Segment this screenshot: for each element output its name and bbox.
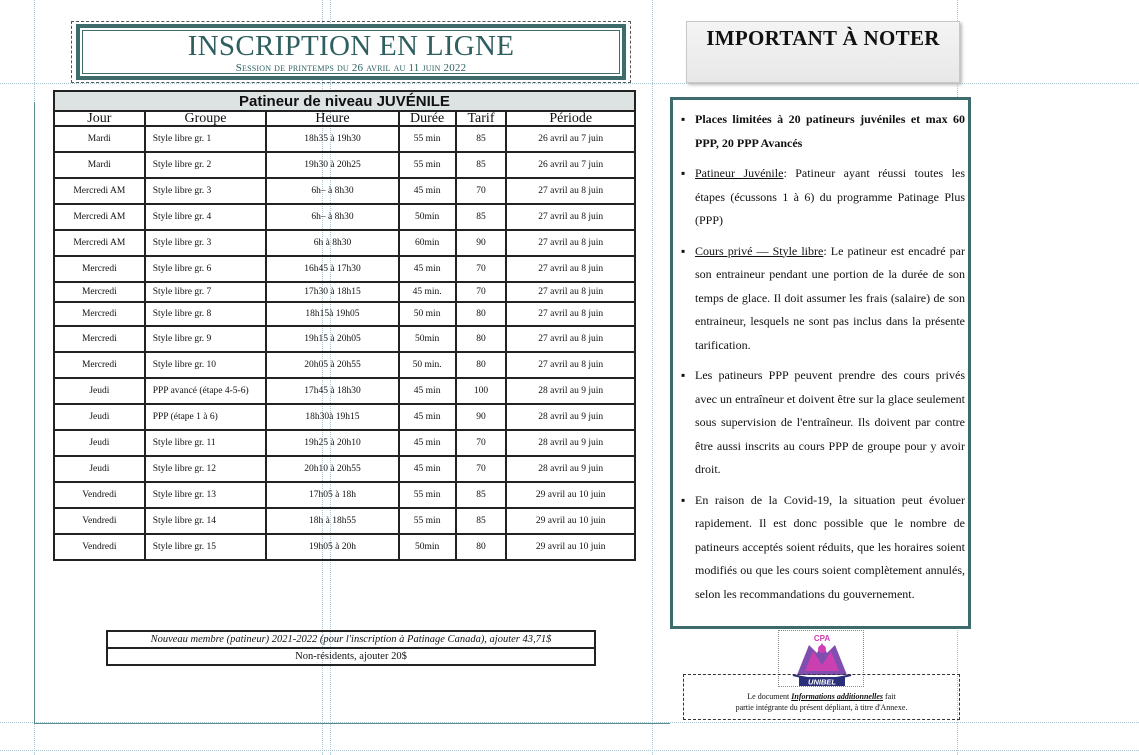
table-row (54, 508, 635, 534)
cell-period: 28 avril au 9 juin (506, 378, 635, 404)
table-row (54, 282, 635, 302)
cell-fee: 100 (456, 378, 507, 404)
important-title: IMPORTANT À NOTER (706, 26, 940, 50)
page-subtitle: Session de printemps du 26 avril au 11 juin 2022 (235, 62, 467, 74)
cell-duration: 50min (399, 326, 456, 352)
cell-day: Vendredi (54, 534, 145, 560)
table-row (54, 378, 635, 404)
guide-line (0, 750, 1139, 751)
cell-duration: 50 min (399, 302, 456, 326)
cell-period: 26 avril au 7 juin (506, 152, 635, 178)
table-row (54, 152, 635, 178)
cell-duration: 45 min. (399, 282, 456, 302)
column-header: Tarif (456, 111, 507, 126)
cell-day: Jeudi (54, 404, 145, 430)
new-member-fee: Nouveau membre (patineur) 2021-2022 (pour l'inscription à Patinage Canada), ajouter 43,71$ (107, 631, 595, 648)
cell-day: Mardi (54, 126, 145, 152)
note-item: ▪ En raison de la Covid-19, la situation peut évoluer rapidement. Il est donc possible que le nombre de patineurs acceptés soient réduits, que les horaires soient modifiés ou que les cours soient complètement annulés, selon les recommandations du gouvernement. (679, 489, 965, 607)
cell-period: 27 avril au 8 juin (506, 204, 635, 230)
column-header: Heure (266, 111, 398, 126)
cell-day: Jeudi (54, 430, 145, 456)
cell-day: Mercredi AM (54, 204, 145, 230)
title-box (76, 24, 626, 80)
cell-fee: 90 (456, 404, 507, 430)
cell-day: Mercredi AM (54, 178, 145, 204)
cell-group: PPP (étape 1 à 6) (145, 404, 267, 430)
table-row (54, 178, 635, 204)
note-item: ▪ Les patineurs PPP peuvent prendre des cours privés avec un entraîneur et doivent être sur la glace seulement sous supervision de l'entraîneur. Ils doivent par contre être aussi inscrits au cours PPP de groupe pour y avoir droit. (679, 364, 965, 482)
table-row (54, 430, 635, 456)
cell-fee: 85 (456, 482, 507, 508)
bullet-icon: ▪ (681, 243, 686, 258)
cell-fee: 80 (456, 302, 507, 326)
cell-duration: 45 min (399, 378, 456, 404)
cell-period: 27 avril au 8 juin (506, 352, 635, 378)
cell-time: 18h à 18h55 (266, 508, 398, 534)
cell-period: 29 avril au 10 juin (506, 508, 635, 534)
notes-panel (670, 97, 971, 629)
annex-footnote: Le document Informations additionnelles fait partie intégrante du présent dépliant, à titre d'Annexe. (683, 674, 960, 720)
cell-period: 26 avril au 7 juin (506, 126, 635, 152)
bullet-icon: ▪ (681, 112, 686, 126)
cell-period: 27 avril au 8 juin (506, 282, 635, 302)
guide-line (0, 83, 1139, 84)
cell-duration: 55 min (399, 152, 456, 178)
cell-group: Style libre gr. 8 (145, 302, 267, 326)
cell-period: 29 avril au 10 juin (506, 482, 635, 508)
cell-day: Mercredi (54, 256, 145, 282)
cell-duration: 50 min. (399, 352, 456, 378)
important-header (686, 21, 960, 83)
table-caption: Patineur de niveau JUVÉNILE (54, 91, 635, 111)
cell-group: Style libre gr. 12 (145, 456, 267, 482)
cell-group: Style libre gr. 13 (145, 482, 267, 508)
column-header: Jour (54, 111, 145, 126)
cell-fee: 90 (456, 230, 507, 256)
bullet-icon: ▪ (681, 368, 686, 382)
cell-group: Style libre gr. 14 (145, 508, 267, 534)
cell-group: PPP avancé (étape 4-5-6) (145, 378, 267, 404)
cell-day: Mardi (54, 152, 145, 178)
cell-group: Style libre gr. 3 (145, 178, 267, 204)
cell-day: Mercredi (54, 302, 145, 326)
cell-time: 20h05 à 20h55 (266, 352, 398, 378)
cell-day: Mercredi (54, 326, 145, 352)
note-term: Patineur Juvénile (695, 166, 784, 180)
bullet-icon: ▪ (681, 492, 686, 507)
cell-day: Mercredi (54, 282, 145, 302)
cell-group: Style libre gr. 2 (145, 152, 267, 178)
cell-fee: 70 (456, 456, 507, 482)
table-row (54, 302, 635, 326)
svg-text:UNIBEL: UNIBEL (808, 677, 836, 687)
cell-period: 28 avril au 9 juin (506, 456, 635, 482)
table-row (54, 326, 635, 352)
non-resident-fee: Non-résidents, ajouter 20$ (107, 648, 595, 665)
cell-group: Style libre gr. 3 (145, 230, 267, 256)
cell-duration: 50min (399, 204, 456, 230)
cell-day: Vendredi (54, 508, 145, 534)
cell-group: Style libre gr. 15 (145, 534, 267, 560)
cell-group: Style libre gr. 7 (145, 282, 267, 302)
cell-fee: 80 (456, 534, 507, 560)
cell-fee: 70 (456, 178, 507, 204)
cell-group: Style libre gr. 9 (145, 326, 267, 352)
cell-fee: 80 (456, 326, 507, 352)
note-term: Cours privé — Style libre (695, 243, 824, 258)
cell-day: Mercredi AM (54, 230, 145, 256)
cell-time: 6h– à 8h30 (266, 178, 398, 204)
cell-time: 20h10 à 20h55 (266, 456, 398, 482)
schedule-table (53, 90, 636, 561)
cell-fee: 70 (456, 430, 507, 456)
table-row (54, 456, 635, 482)
cell-time: 18h15à 19h05 (266, 302, 398, 326)
cell-period: 27 avril au 8 juin (506, 326, 635, 352)
cell-time: 18h30à 19h15 (266, 404, 398, 430)
cell-time: 6h à 8h30 (266, 230, 398, 256)
cell-day: Jeudi (54, 378, 145, 404)
cell-duration: 45 min (399, 456, 456, 482)
cell-fee: 70 (456, 256, 507, 282)
cell-duration: 45 min (399, 404, 456, 430)
table-row (54, 352, 635, 378)
cell-time: 19h25 à 20h10 (266, 430, 398, 456)
table-row (54, 256, 635, 282)
cell-group: Style libre gr. 6 (145, 256, 267, 282)
cell-fee: 80 (456, 352, 507, 378)
cell-group: Style libre gr. 1 (145, 126, 267, 152)
cell-group: Style libre gr. 4 (145, 204, 267, 230)
bullet-icon: ▪ (681, 166, 686, 180)
cell-period: 29 avril au 10 juin (506, 534, 635, 560)
cell-period: 27 avril au 8 juin (506, 230, 635, 256)
cell-time: 6h– à 8h30 (266, 204, 398, 230)
table-row (54, 126, 635, 152)
cell-fee: 85 (456, 204, 507, 230)
note-item: ▪ Patineur Juvénile: Patineur ayant réussi toutes les étapes (écussons 1 à 6) du programme Patinage Plus (PPP) (679, 162, 965, 233)
cell-duration: 45 min (399, 256, 456, 282)
note-item: ▪ Cours privé — Style libre: Le patineur est encadré par son entraineur pendant une portion de la durée de son temps de glace. Il doit assumer les frais (salaire) de son entraineur, lesquels ne sont pas inclus dans la présente tarification. (679, 240, 965, 358)
cell-time: 19h05 à 20h (266, 534, 398, 560)
page-title: INSCRIPTION EN LIGNE (187, 30, 515, 62)
svg-text:CPA: CPA (813, 634, 831, 643)
cell-period: 28 avril au 9 juin (506, 430, 635, 456)
cell-fee: 85 (456, 126, 507, 152)
cell-duration: 45 min (399, 430, 456, 456)
annex-document-name: Informations additionnelles (791, 692, 884, 701)
table-row (54, 204, 635, 230)
cell-fee: 85 (456, 152, 507, 178)
cell-period: 27 avril au 8 juin (506, 302, 635, 326)
cell-time: 19h30 à 20h25 (266, 152, 398, 178)
fees-table (106, 630, 596, 666)
cell-period: 28 avril au 9 juin (506, 404, 635, 430)
cell-duration: 60min (399, 230, 456, 256)
cell-time: 17h05 à 18h (266, 482, 398, 508)
cell-time: 17h45 à 18h30 (266, 378, 398, 404)
cell-day: Vendredi (54, 482, 145, 508)
cell-period: 27 avril au 8 juin (506, 178, 635, 204)
cell-group: Style libre gr. 10 (145, 352, 267, 378)
cell-fee: 85 (456, 508, 507, 534)
table-row (54, 534, 635, 560)
column-header: Groupe (145, 111, 267, 126)
cell-time: 17h30 à 18h15 (266, 282, 398, 302)
table-row (54, 404, 635, 430)
cell-duration: 45 min (399, 178, 456, 204)
cell-time: 18h35 à 19h30 (266, 126, 398, 152)
cell-day: Jeudi (54, 456, 145, 482)
cell-duration: 55 min (399, 126, 456, 152)
cell-period: 27 avril au 8 juin (506, 256, 635, 282)
cell-group: Style libre gr. 11 (145, 430, 267, 456)
note-item: ▪ Places limitées à 20 patineurs juvéniles et max 60 PPP, 20 PPP Avancés (679, 108, 965, 155)
column-header: Durée (399, 111, 456, 126)
cell-day: Mercredi (54, 352, 145, 378)
cell-time: 16h45 à 17h30 (266, 256, 398, 282)
cell-duration: 50min (399, 534, 456, 560)
cell-fee: 70 (456, 282, 507, 302)
table-row (54, 482, 635, 508)
column-header: Période (506, 111, 635, 126)
cell-time: 19h15 à 20h05 (266, 326, 398, 352)
table-row (54, 230, 635, 256)
cell-duration: 55 min (399, 482, 456, 508)
cell-duration: 55 min (399, 508, 456, 534)
